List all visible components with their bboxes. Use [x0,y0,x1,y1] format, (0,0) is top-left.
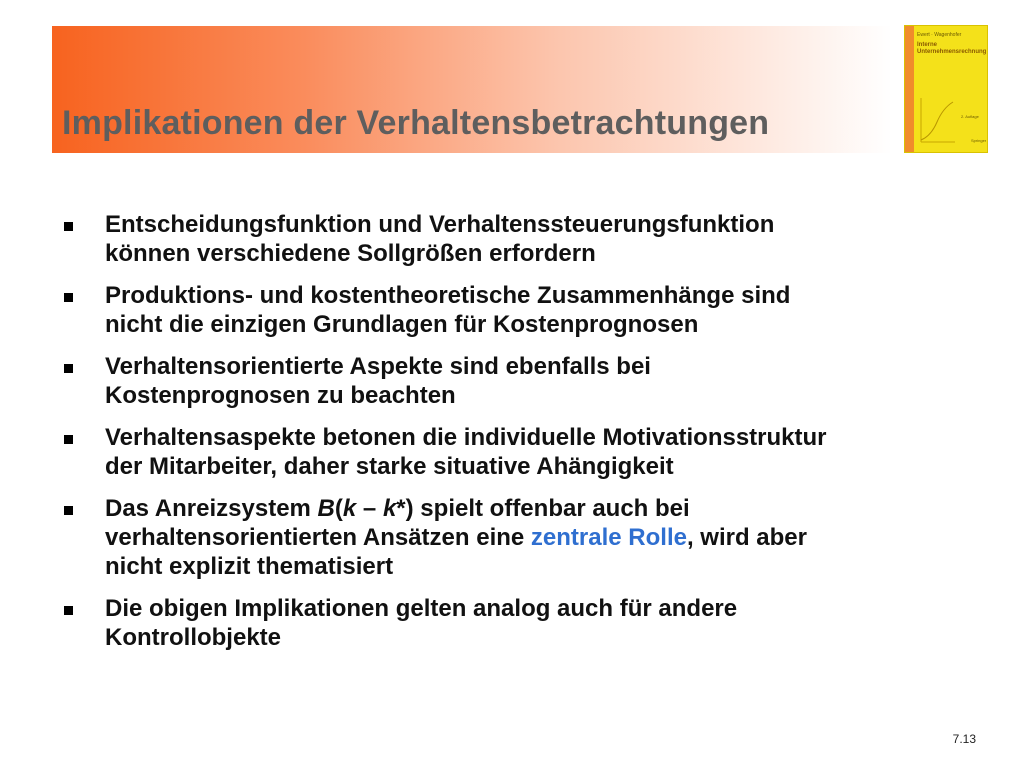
bullet-item [62,494,982,581]
square-bullet-icon [64,364,73,373]
book-publisher: Springer [971,138,987,143]
book-graph-icon [917,96,957,146]
formula-paren-open: ( [334,495,343,522]
bullet-line: können verschiedene Sollgrößen erfordern [105,240,596,267]
bullet-item [62,210,982,268]
square-bullet-icon [64,606,73,615]
formula-minus: – [356,495,383,522]
square-bullet-icon [64,506,73,515]
book-spine-strip [905,26,914,153]
square-bullet-icon [64,293,73,302]
book-title [917,42,987,56]
bullet-line: nicht explizit thematisiert [105,553,394,580]
bullet-line: der Mitarbeiter, daher starke situative Ahängigkeit [105,453,674,480]
book-title-line1: Interne [917,42,938,48]
bullet-item [62,423,982,481]
book-authors: Ewert · Wagenhofer [917,32,962,38]
formula-paren-close: *) [396,495,414,522]
bullet-list [62,210,982,665]
square-bullet-icon [64,222,73,231]
bullet-line: Kostenprognosen zu beachten [105,382,456,409]
bullet-text: Das Anreizsystem [105,495,318,522]
bullet-text: spielt offenbar auch bei [413,495,690,522]
bullet-line: Die obigen Implikationen gelten analog auch für andere [105,595,738,622]
square-bullet-icon [64,435,73,444]
formula-b: B [317,495,335,522]
formula-k-star: k [382,495,397,522]
bullet-item [62,281,982,339]
bullet-line: Entscheidungsfunktion und Verhaltenssteuerungsfunktion [105,211,775,238]
bullet-text: verhaltensorientierten Ansätzen eine [105,524,531,551]
slide-title: Implikationen der Verhaltensbetrachtungen [62,104,770,142]
bullet-line: Verhaltensorientierte Aspekte sind ebenfalls bei [105,353,651,380]
bullet-item [62,594,982,652]
book-title-line2: Unternehmensrechnung [917,49,987,55]
formula-k: k [342,495,357,522]
bullet-line: Kontrollobjekte [105,624,282,651]
page-number: 7.13 [952,732,976,746]
bullet-item [62,352,982,410]
highlight-text: zentrale Rolle [530,524,687,551]
bullet-line: Produktions- und kostentheoretische Zusammenhänge sind [105,282,791,309]
book-cover-image [904,25,988,153]
bullet-line: nicht die einzigen Grundlagen für Kostenprognosen [105,311,699,338]
bullet-line: Verhaltensaspekte betonen die individuelle Motivationsstruktur [105,424,827,451]
book-edition: 2. Auflage [961,114,979,119]
bullet-text: , wird aber [686,524,807,551]
